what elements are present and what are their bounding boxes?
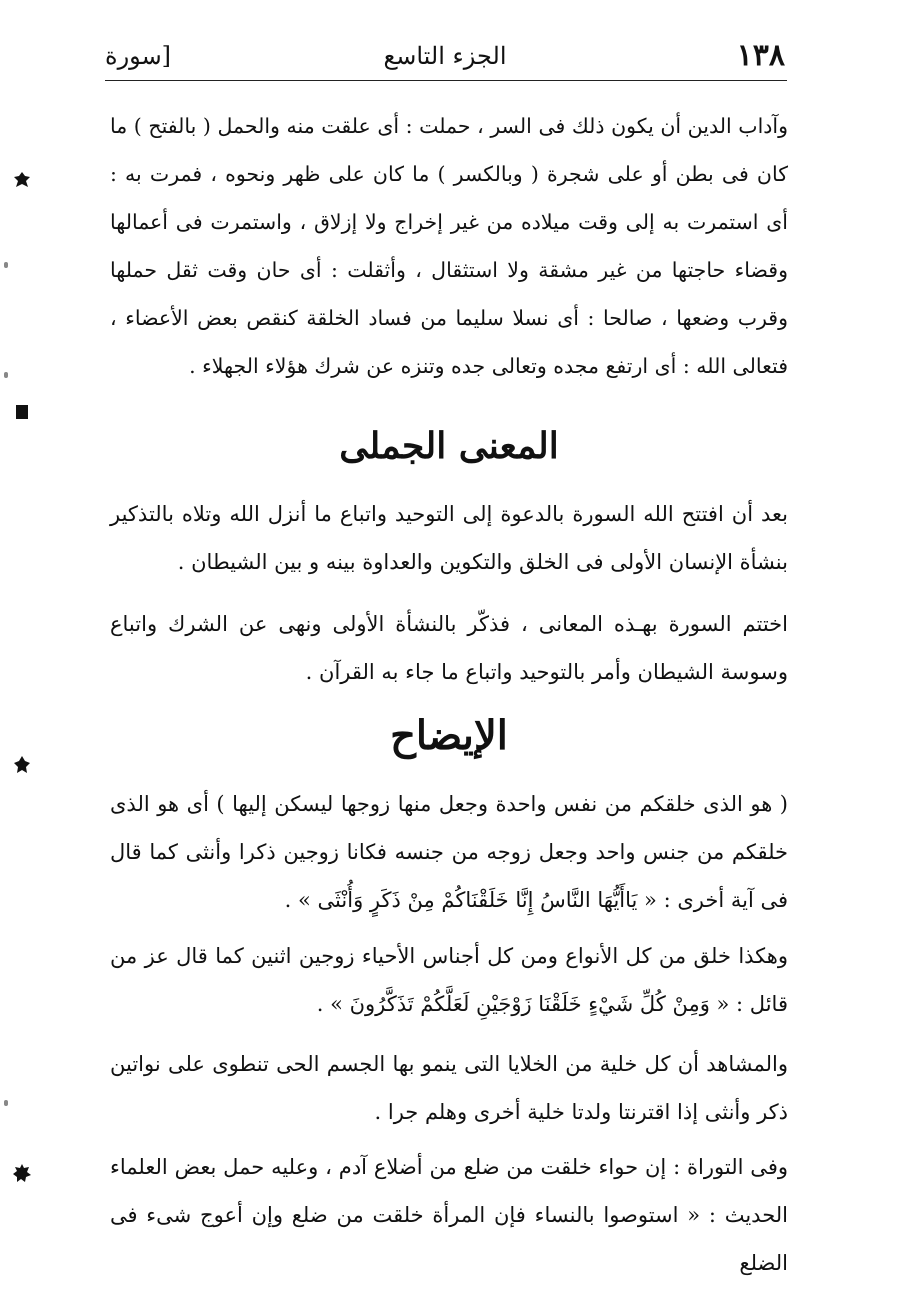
- paragraph-1: وآداب الدين أن يكون ذلك فى السر ، حملت : أى علقت منه والحمل ( بالفتح ) ما كان فى بطن أو على شجرة ( وبالكسر ) ما كان على ظهر ونحوه ، فمرت به : أى استمرت به إلى وقت ميلاده من غير إخراج ولا إزلاق ، واستمرت فى أعمالها وقضاء حاجتها من غير مشقة ولا استثقال ، وأثقلت : أى حان وقت ثقل حملها وقرب وضعها ، صالحا : أى نسلا سليما من فساد الخلقة كنقص بعض الأعضاء ، فتعالى الله : أى ارتفع مجده وتعالى جده وتنزه عن شرك هؤلاء الجهلاء .: [110, 114, 788, 378]
- paragraph-5: وهكذا خلق من كل الأنواع ومن كل أجناس الأحياء زوجين اثنين كما قال عز من قائل : « وَمِنْ كُلِّ شَيْءٍ خَلَقْنَا زَوْجَيْنِ لَعَلَّكُمْ تَذَكَّرُونَ » .: [110, 944, 788, 1016]
- paragraph-3: اختتم السورة بهـذه المعانى ، فذكّر بالنشأة الأولى ونهى عن الشرك واتباع وسوسة الشيطان وأمر بالتوحيد واتباع ما جاء به القرآن .: [110, 612, 788, 684]
- paragraph-4: ( هو الذى خلقكم من نفس واحدة وجعل منها زوجها ليسكن إليها ) أى هو الذى خلقكم من جنس واحد وجعل زوجه من جنسه فكانا زوجين ذكرا وأنثى كما قال فى آية أخرى : « يَاأَيُّهَا النَّاسُ إِنَّا خَلَقْنَاكُمْ مِنْ ذَكَرٍ وَأُنْثَى » .: [110, 792, 788, 912]
- page-number: ١٣٨: [736, 38, 785, 73]
- margin-speck: [4, 262, 8, 268]
- ink-blot-icon: [12, 755, 32, 775]
- heading-general-meaning: المعنى الجملى: [339, 425, 559, 467]
- header-rule: [105, 80, 787, 81]
- heading-explanation: الإيضاح: [390, 712, 508, 759]
- paragraph-2: بعد أن افتتح الله السورة بالدعوة إلى التوحيد واتباع ما أنزل الله وتلاه بالتذكير بنشأة الإنسان الأولى فى الخلق والتكوين والعداوة بينه و بين الشيطان .: [110, 502, 788, 574]
- paragraph-7: وفى التوراة : إن حواء خلقت من ضلع من أضلاع آدم ، وعليه حمل بعض العلماء الحديث : « استوصوا بالنساء فإن المرأة خلقت من ضلع وإن أعوج شىء فى الضلع: [110, 1155, 788, 1275]
- ink-blot-icon: [12, 1163, 32, 1183]
- page-header: [105, 30, 785, 86]
- ink-blot-icon: [12, 170, 32, 190]
- margin-speck: [4, 372, 8, 378]
- ink-blot-icon: [12, 402, 32, 422]
- running-title: الجزء التاسع: [383, 42, 507, 70]
- paragraph-6: والمشاهد أن كل خلية من الخلايا التى ينمو بها الجسم الحى تنطوى على نواتين ذكر وأنثى إذا اقترنتا ولدتا خلية أخرى وهلم جرا .: [110, 1052, 788, 1124]
- margin-speck: [4, 1100, 8, 1106]
- chapter-label: [سورة: [105, 42, 172, 70]
